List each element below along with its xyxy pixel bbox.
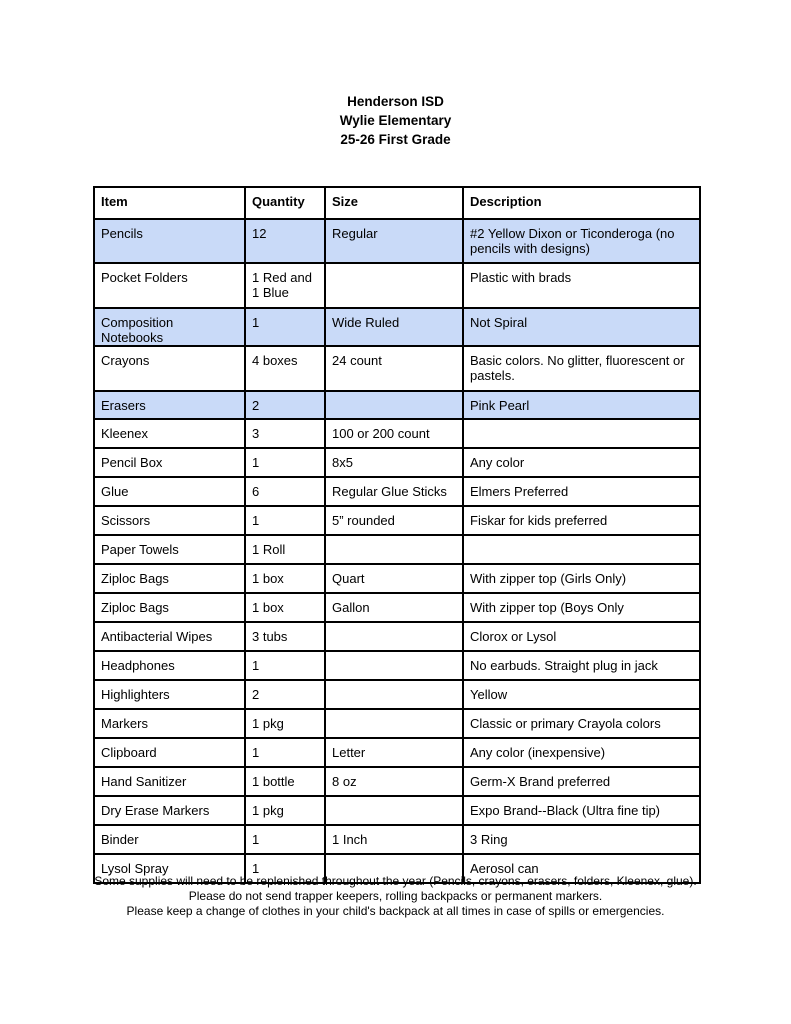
cell-item: Ziploc Bags [94,593,245,622]
cell-size: 24 count [325,346,463,391]
cell-size: 100 or 200 count [325,419,463,448]
cell-description: Aerosol can [463,854,700,883]
table-header-row [94,187,700,219]
cell-item: Composition Notebooks [94,308,245,346]
cell-description: Germ-X Brand preferred [463,767,700,796]
cell-quantity: 6 [245,477,325,506]
cell-quantity: 1 box [245,593,325,622]
table-row [94,593,700,622]
cell-size: Regular [325,219,463,263]
cell-quantity: 1 pkg [245,796,325,825]
cell-quantity: 1 pkg [245,709,325,738]
cell-size: 8 oz [325,767,463,796]
cell-quantity: 1 [245,854,325,883]
table-row [94,825,700,854]
table-row [94,622,700,651]
column-header-size: Size [325,187,463,219]
cell-item: Erasers [94,391,245,419]
school-name: Wylie Elementary [339,113,452,128]
grade-title: 25-26 First Grade [340,132,451,147]
cell-description: With zipper top (Boys Only [463,593,700,622]
cell-description [463,535,700,564]
cell-quantity: 1 [245,825,325,854]
district-name: Henderson ISD [347,94,444,109]
cell-description: Plastic with brads [463,263,700,308]
table-row [94,767,700,796]
cell-description: No earbuds. Straight plug in jack [463,651,700,680]
table-row [94,796,700,825]
cell-size [325,263,463,308]
cell-quantity: 3 tubs [245,622,325,651]
cell-size: Letter [325,738,463,767]
cell-description: 3 Ring [463,825,700,854]
footer-notes [0,874,791,919]
cell-item: Crayons [94,346,245,391]
table-row [94,391,700,419]
cell-size: 8x5 [325,448,463,477]
cell-quantity: 4 boxes [245,346,325,391]
footer-note-change-of-clothes: Please keep a change of clothes in your child's backpack at all times in case of spills or emergencies. [126,904,665,918]
cell-description: Pink Pearl [463,391,700,419]
cell-quantity: 1 [245,738,325,767]
table-row [94,564,700,593]
table-row [94,419,700,448]
cell-size: Regular Glue Sticks [325,477,463,506]
cell-item: Hand Sanitizer [94,767,245,796]
cell-description: Any color [463,448,700,477]
cell-description: Fiskar for kids preferred [463,506,700,535]
cell-item: Clipboard [94,738,245,767]
cell-description: Elmers Preferred [463,477,700,506]
cell-description: Expo Brand--Black (Ultra fine tip) [463,796,700,825]
column-header-description: Description [463,187,700,219]
cell-size [325,651,463,680]
cell-description: With zipper top (Girls Only) [463,564,700,593]
document-header [0,92,791,149]
table-row [94,263,700,308]
cell-item: Kleenex [94,419,245,448]
cell-quantity: 3 [245,419,325,448]
cell-item: Antibacterial Wipes [94,622,245,651]
cell-size [325,709,463,738]
cell-item: Highlighters [94,680,245,709]
column-header-quantity: Quantity [245,187,325,219]
footer-note-do-not-send: Please do not send trapper keepers, rolling backpacks or permanent markers. [188,889,603,903]
table-body [94,219,700,883]
table-row [94,680,700,709]
cell-quantity: 1 Roll [245,535,325,564]
cell-item: Scissors [94,506,245,535]
cell-item: Pocket Folders [94,263,245,308]
cell-item: Markers [94,709,245,738]
cell-description: Yellow [463,680,700,709]
cell-description: Any color (inexpensive) [463,738,700,767]
cell-quantity: 2 [245,391,325,419]
supply-list-table [93,186,701,884]
table-row [94,651,700,680]
cell-size: Wide Ruled [325,308,463,346]
cell-quantity: 12 [245,219,325,263]
cell-item: Paper Towels [94,535,245,564]
footer-note-replenish: Some supplies will need to be replenished throughout the year (Pencils, crayons, erasers, folders, Kleenex, glue). [94,874,697,888]
cell-item: Binder [94,825,245,854]
table-row [94,308,700,346]
cell-quantity: 1 [245,308,325,346]
cell-description: #2 Yellow Dixon or Ticonderoga (no pencils with designs) [463,219,700,263]
cell-size: Gallon [325,593,463,622]
table-row [94,477,700,506]
cell-quantity: 2 [245,680,325,709]
cell-description: Not Spiral [463,308,700,346]
table-row [94,219,700,263]
cell-size [325,535,463,564]
cell-quantity: 1 box [245,564,325,593]
cell-quantity: 1 [245,448,325,477]
cell-size [325,391,463,419]
table-row [94,506,700,535]
cell-item: Dry Erase Markers [94,796,245,825]
cell-description: Basic colors. No glitter, fluorescent or pastels. [463,346,700,391]
cell-size: 5” rounded [325,506,463,535]
table-row [94,709,700,738]
table-row [94,738,700,767]
cell-size: 1 Inch [325,825,463,854]
cell-item: Headphones [94,651,245,680]
column-header-item: Item [94,187,245,219]
table-row [94,535,700,564]
cell-item: Pencils [94,219,245,263]
cell-description: Clorox or Lysol [463,622,700,651]
cell-size: Quart [325,564,463,593]
cell-size [325,796,463,825]
cell-item: Glue [94,477,245,506]
cell-item: Lysol Spray [94,854,245,883]
cell-quantity: 1 bottle [245,767,325,796]
table-row [94,346,700,391]
cell-item: Ziploc Bags [94,564,245,593]
cell-size [325,622,463,651]
cell-item: Pencil Box [94,448,245,477]
cell-description: Classic or primary Crayola colors [463,709,700,738]
cell-quantity: 1 [245,506,325,535]
cell-size [325,680,463,709]
table-row [94,448,700,477]
cell-quantity: 1 Red and 1 Blue [245,263,325,308]
cell-description [463,419,700,448]
cell-quantity: 1 [245,651,325,680]
